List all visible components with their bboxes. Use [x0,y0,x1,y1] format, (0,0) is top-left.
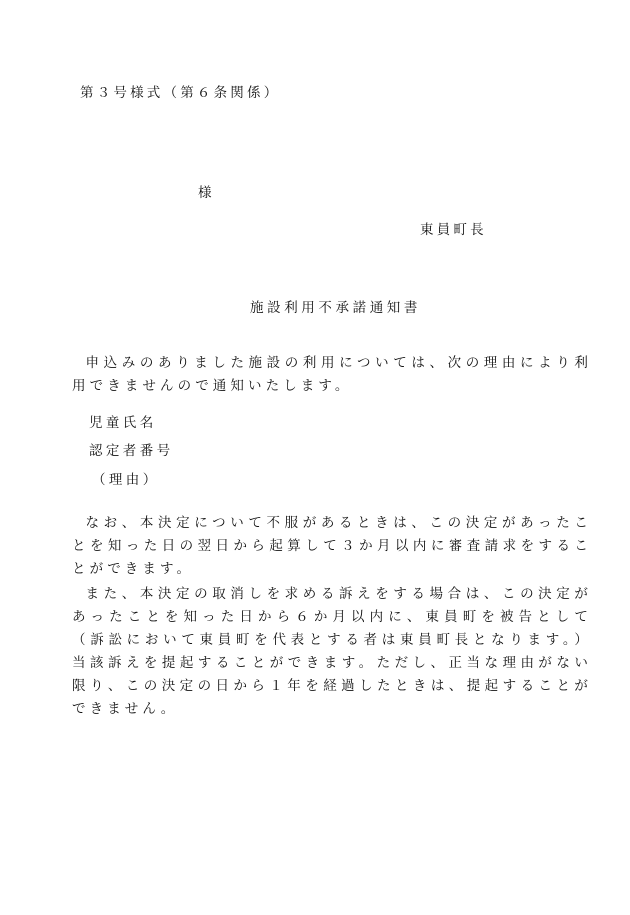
certification-number-label: 認定者番号 [89,443,174,459]
intro-paragraph: 申込みのありました施設の利用については、次の理由により利用できませんので通知いたします。 [72,355,592,394]
form-number: 第３号様式（第６条関係） [80,85,281,101]
addressee-honorific: 様 [198,185,215,201]
child-name-label: 児童氏名 [89,415,157,431]
lawsuit-paragraph: また、本決定の取消しを求める訴えをする場合は、この決定があったことを知った日から６か月以内に、東員町を被告として（訴訟において東員町を代表とする者は東員町長となります。）当該訴えを提起することができます。ただし、正当な理由がない限り、この決定の日から１年を経過したときは、提起することができません。 [72,586,592,717]
reason-label: （理由） [92,472,160,488]
issuer-title: 東員町長 [420,222,487,238]
document-title: 施設利用不承諾通知書 [250,300,421,316]
appeal-paragraph: なお、本決定について不服があるときは、この決定があったことを知った日の翌日から起算して３か月以内に審査請求をすることができます。 [72,515,592,577]
